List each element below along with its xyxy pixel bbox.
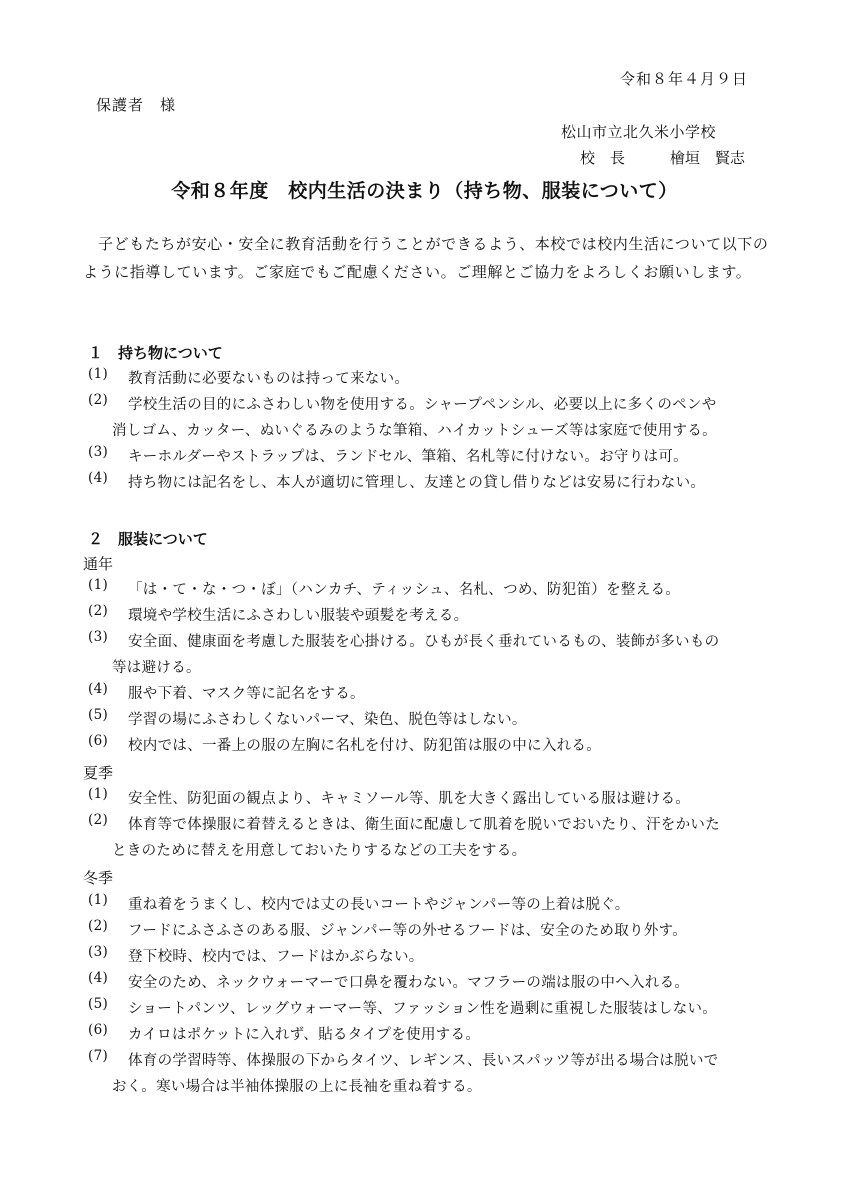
item-text: 学校生活の目的にふさわしい物を使用する。シャープペンシル、必要以上に多くのペンや <box>128 397 717 413</box>
item-text: 体育等で体操服に着替えるときは、衛生面に配慮して肌着を脱いでおいたり、汗をかいた <box>128 817 720 833</box>
section-heading-clothing: ２ 服装について <box>88 530 208 548</box>
list-item <box>88 470 778 496</box>
item-text: 安全面、健康面を考慮した服装を心掛ける。ひもが長く垂れているもの、装飾が多いもの <box>128 634 720 650</box>
list-item <box>88 944 778 970</box>
item-text: 学習の場にふさわしくないパーマ、染色、脱色等はしない。 <box>128 712 527 728</box>
item-number: (1) <box>88 786 109 802</box>
item-number: (3) <box>88 444 109 460</box>
item-text: 登下校時、校内では、フードはかぶらない。 <box>128 949 424 965</box>
item-number: (1) <box>88 892 109 908</box>
item-number: (2) <box>88 392 109 408</box>
item-text: 安全性、防犯面の観点より、キャミソール等、肌を大きく露出している服は避ける。 <box>128 791 691 807</box>
intro-paragraph: 子どもたちが安心・安全に教育活動を行うことができるよう、本校では校内生活について以下のように指導しています。ご家庭でもご配慮ください。ご理解とご協力をよろしくお願いします。 <box>83 235 769 281</box>
list-item <box>88 603 778 629</box>
list-item <box>88 366 778 392</box>
item-number: (6) <box>88 1022 109 1038</box>
item-text-continued: おく。寒い場合は半袖体操服の上に長袖を重ね着する。 <box>112 1079 482 1095</box>
item-number: (5) <box>88 996 109 1012</box>
item-number: (2) <box>88 812 109 828</box>
item-number: (1) <box>88 577 109 593</box>
item-number: (6) <box>88 733 109 749</box>
list-item <box>88 444 778 470</box>
list-item <box>88 786 778 812</box>
item-text: 重ね着をうまくし、校内では丈の長いコートやジャンパー等の上着は脱ぐ。 <box>128 897 630 913</box>
item-text: 教育活動に必要ないものは持って来ない。 <box>128 371 410 387</box>
list-item <box>88 918 778 944</box>
subheading-winter: 冬季 <box>83 869 114 887</box>
section-heading-belongings: １ 持ち物について <box>88 344 223 362</box>
item-text: フードにふさふさのある服、ジャンパー等の外せるフードは、安全のため取り外す。 <box>128 923 688 939</box>
principal-name: 校 長 檜垣 賢志 <box>580 149 746 167</box>
item-text-continued: 消しゴム、カッター、ぬいぐるみのような筆箱、ハイカットシューズ等は家庭で使用する。 <box>112 423 717 439</box>
item-number: (4) <box>88 970 109 986</box>
item-text: キーホルダーやストラップは、ランドセル、筆箱、名札等に付けない。お守りは可。 <box>128 449 688 465</box>
item-text: 校内では、一番上の服の左胸に名札を付け、防犯笛は服の中に入れる。 <box>128 738 602 754</box>
item-number: (4) <box>88 681 109 697</box>
list-item <box>88 970 778 996</box>
item-text-continued: 等は避ける。 <box>112 660 201 676</box>
list-item <box>88 1022 778 1048</box>
item-number: (2) <box>88 603 109 619</box>
list-item <box>88 996 778 1022</box>
item-text: カイロはポケットに入れず、貼るタイプを使用する。 <box>128 1027 481 1043</box>
list-item <box>88 812 778 864</box>
item-number: (1) <box>88 366 109 382</box>
item-text: 持ち物には記名をし、本人が適切に管理し、友達との貸し借りなどは安易に行わない。 <box>128 475 706 491</box>
item-text: 「は・て・な・つ・ぼ」（ハンカチ、ティッシュ、名札、つめ、防犯笛）を整える。 <box>128 582 681 598</box>
item-text: ショートパンツ、レッグウォーマー等、ファッション性を過剰に重視した服装はしない。 <box>128 1001 718 1017</box>
list-item <box>88 681 778 707</box>
addressee: 保護者 様 <box>96 96 177 114</box>
item-text-continued: ときのために替えを用意しておいたりするなどの工夫をする。 <box>112 843 527 859</box>
document-title: 令和８年度 校内生活の決まり（持ち物、服装について） <box>171 180 678 202</box>
item-number: (4) <box>88 470 109 486</box>
list-item <box>88 892 778 918</box>
item-text: 服や下着、マスク等に記名をする。 <box>128 686 365 702</box>
item-text: 安全のため、ネックウォーマーで口鼻を覆わない。マフラーの端は服の中へ入れる。 <box>128 975 690 991</box>
subheading-all-year: 通年 <box>83 555 114 573</box>
list-item <box>88 392 778 444</box>
list-item <box>88 1048 778 1100</box>
item-number: (3) <box>88 944 109 960</box>
list-item <box>88 707 778 733</box>
item-number: (3) <box>88 629 109 645</box>
item-number: (2) <box>88 918 109 934</box>
item-number: (7) <box>88 1048 109 1064</box>
school-name: 松山市立北久米小学校 <box>561 123 717 141</box>
issue-date: 令和８年４月９日 <box>619 70 748 88</box>
list-item <box>88 577 778 603</box>
item-text: 環境や学校生活にふさわしい服装や頭髪を考える。 <box>128 608 469 624</box>
list-item <box>88 629 778 681</box>
item-number: (5) <box>88 707 109 723</box>
subheading-summer: 夏季 <box>83 764 114 782</box>
item-text: 体育の学習時等、体操服の下からタイツ、レギンス、長いスパッツ等が出る場合は脱いで <box>128 1053 719 1069</box>
list-item <box>88 733 778 759</box>
